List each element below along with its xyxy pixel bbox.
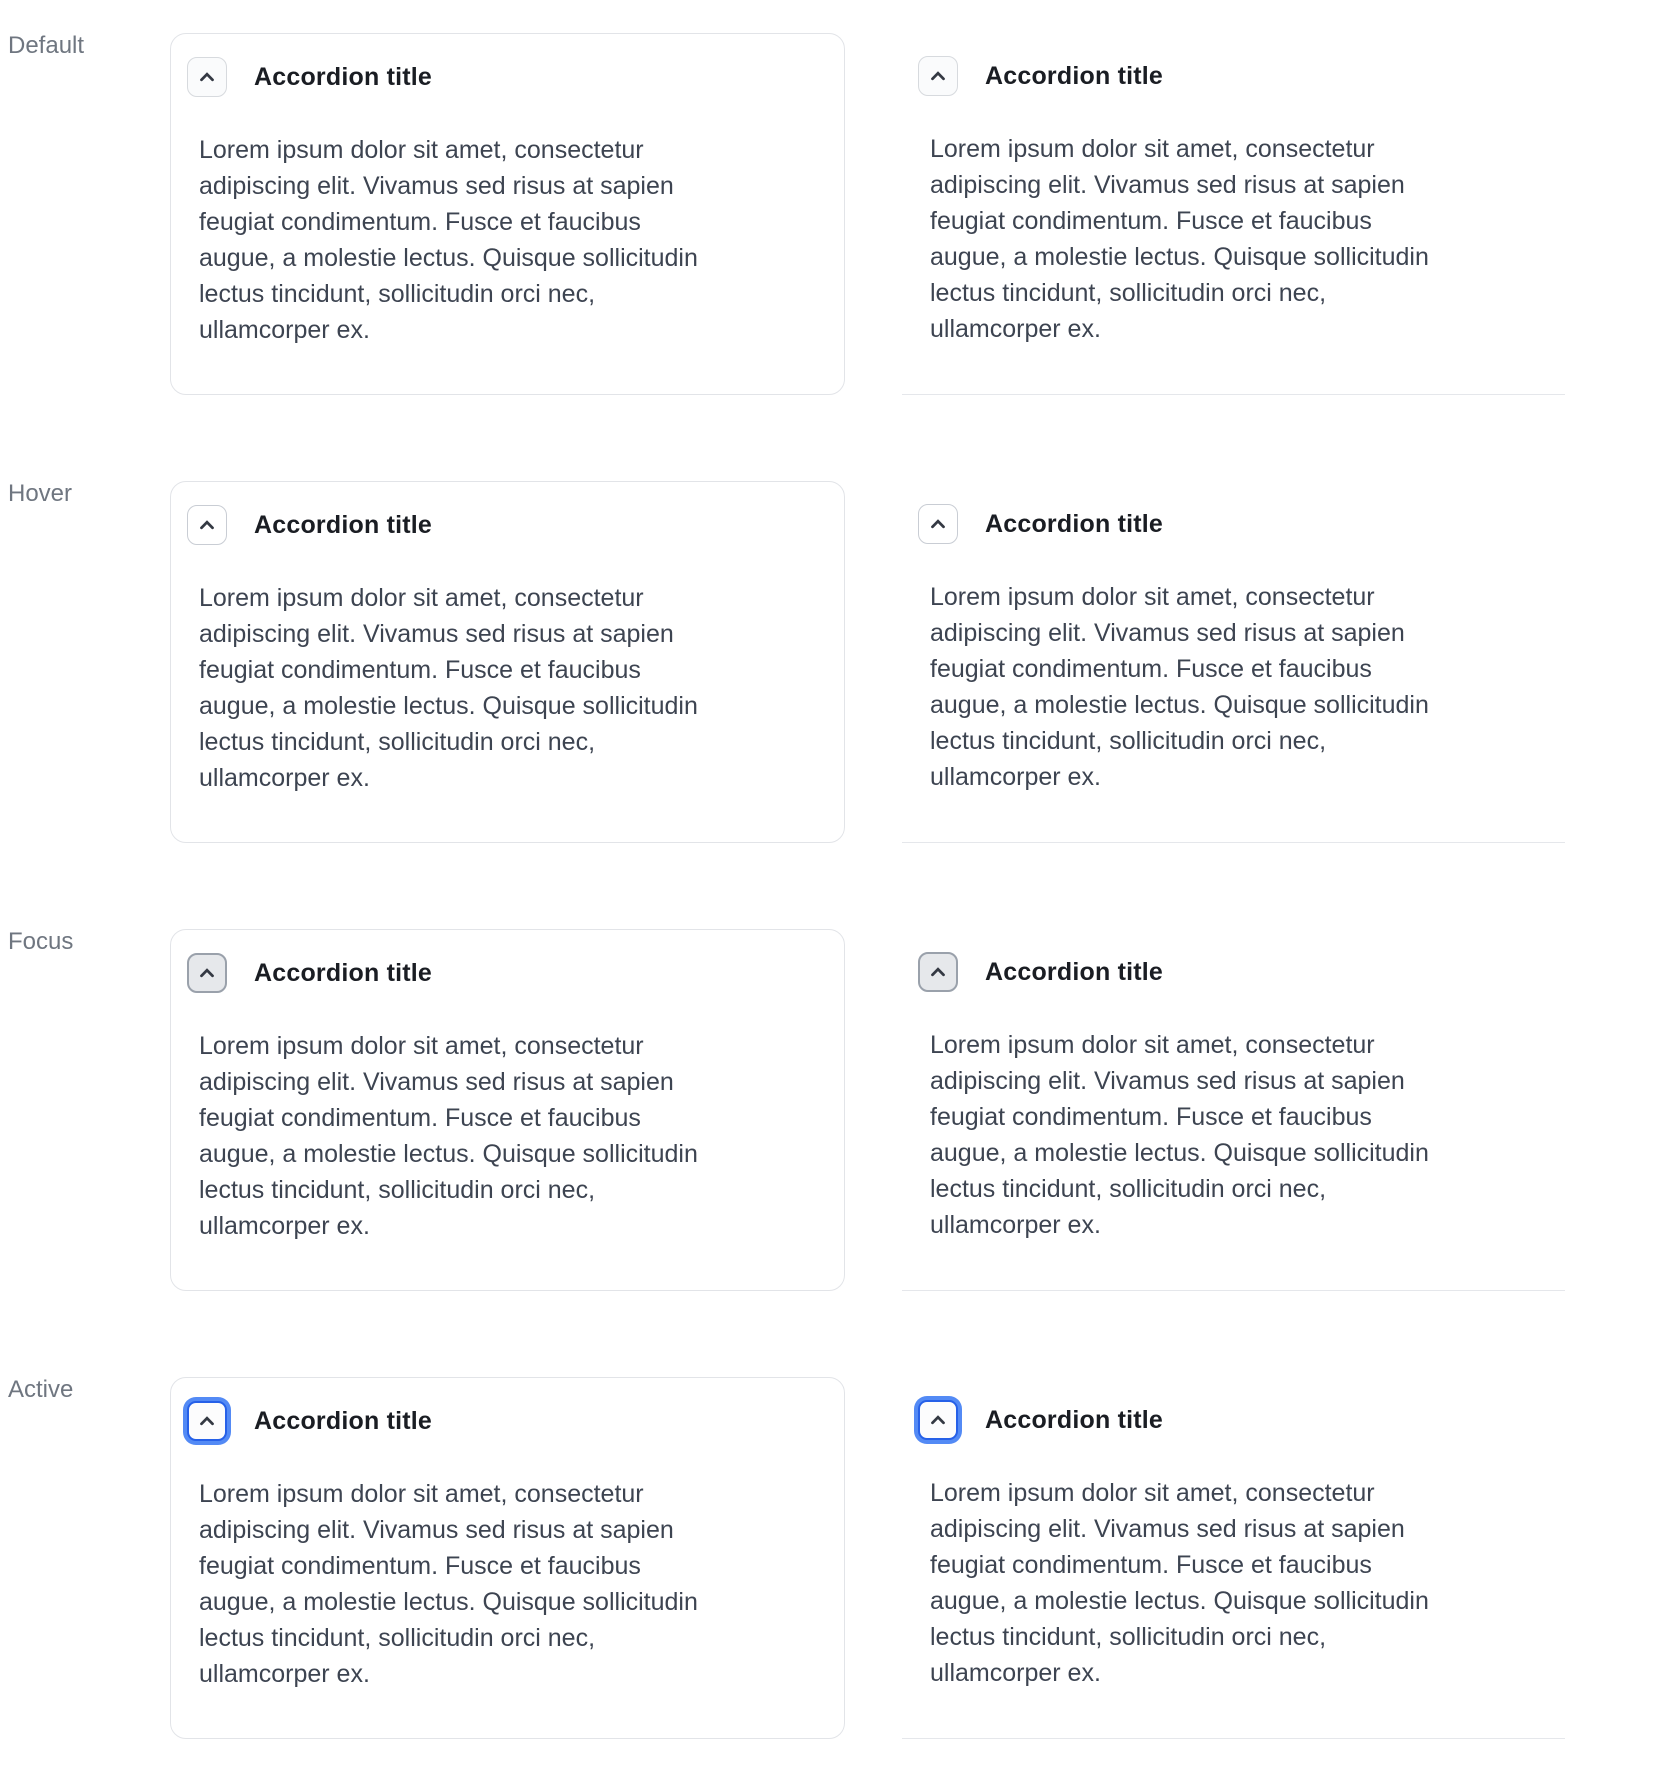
state-row-default [0,33,1672,395]
accordion-header[interactable] [918,1400,1549,1440]
accordion-toggle-button[interactable] [187,953,227,993]
state-label-hover: Hover [8,480,73,507]
state-label-focus: Focus [8,928,74,955]
accordion-flush-default [902,33,1565,395]
accordion-card-default [170,33,845,395]
chevron-up-icon [926,512,950,536]
accordion-body-text: Lorem ipsum dolor sit amet, consectetur adipiscing elit. Vivamus sed risus at sapien feugiat condimentum. Fusce et faucibus augue, a molestie lectus. Quisque sollicitudin lectus tincidunt, sollicitudin orci nec, ullamcorper ex. [199,136,698,344]
accordion-body-text: Lorem ipsum dolor sit amet, consectetur adipiscing elit. Vivamus sed risus at sapien feugiat condimentum. Fusce et faucibus augue, a molestie lectus. Quisque sollicitudin lectus tincidunt, sollicitudin orci nec, ullamcorper ex. [199,584,698,792]
accordion-title: Accordion title [254,958,433,987]
accordion-title: Accordion title [254,1406,433,1435]
accordion-body-text: Lorem ipsum dolor sit amet, consectetur adipiscing elit. Vivamus sed risus at sapien feugiat condimentum. Fusce et faucibus augue, a molestie lectus. Quisque sollicitudin lectus tincidunt, sollicitudin orci nec, ullamcorper ex. [930,1031,1429,1239]
accordion-flush-active [902,1377,1565,1739]
accordion-body-text: Lorem ipsum dolor sit amet, consectetur adipiscing elit. Vivamus sed risus at sapien feugiat condimentum. Fusce et faucibus augue, a molestie lectus. Quisque sollicitudin lectus tincidunt, sollicitudin orci nec, ullamcorper ex. [930,135,1429,343]
chevron-up-icon [926,64,950,88]
accordion-toggle-button[interactable] [918,1400,958,1440]
accordion-title: Accordion title [985,509,1164,538]
state-label-default: Default [8,32,85,59]
accordion-toggle-button[interactable] [187,1401,227,1441]
accordion-flush-focus [902,929,1565,1291]
accordion-card-hover [170,481,845,843]
accordion-title: Accordion title [985,1405,1164,1434]
chevron-up-icon [195,65,219,89]
accordion-header[interactable] [918,56,1549,96]
chevron-up-icon [926,1408,950,1432]
accordion-body-text: Lorem ipsum dolor sit amet, consectetur adipiscing elit. Vivamus sed risus at sapien feugiat condimentum. Fusce et faucibus augue, a molestie lectus. Quisque sollicitudin lectus tincidunt, sollicitudin orci nec, ullamcorper ex. [930,583,1429,791]
accordion-title: Accordion title [254,62,433,91]
accordion-card-active [170,1377,845,1739]
accordion-body-text: Lorem ipsum dolor sit amet, consectetur adipiscing elit. Vivamus sed risus at sapien feugiat condimentum. Fusce et faucibus augue, a molestie lectus. Quisque sollicitudin lectus tincidunt, sollicitudin orci nec, ullamcorper ex. [930,1479,1429,1687]
accordion-title: Accordion title [985,957,1164,986]
state-row-hover [0,481,1672,843]
accordion-flush-hover [902,481,1565,843]
accordion-header[interactable] [187,505,828,545]
chevron-up-icon [195,513,219,537]
accordion-header[interactable] [918,504,1549,544]
accordion-card-focus [170,929,845,1291]
accordion-header[interactable] [918,952,1549,992]
accordion-toggle-button[interactable] [187,57,227,97]
accordion-header[interactable] [187,1401,828,1441]
state-row-focus [0,929,1672,1291]
state-label-active: Active [8,1376,74,1403]
accordion-body-text: Lorem ipsum dolor sit amet, consectetur adipiscing elit. Vivamus sed risus at sapien feugiat condimentum. Fusce et faucibus augue, a molestie lectus. Quisque sollicitudin lectus tincidunt, sollicitudin orci nec, ullamcorper ex. [199,1032,698,1240]
accordion-toggle-button[interactable] [918,952,958,992]
accordion-header[interactable] [187,57,828,97]
accordion-toggle-button[interactable] [187,505,227,545]
accordion-title: Accordion title [985,61,1164,90]
accordion-toggle-button[interactable] [918,56,958,96]
chevron-up-icon [926,960,950,984]
accordion-body-text: Lorem ipsum dolor sit amet, consectetur adipiscing elit. Vivamus sed risus at sapien feugiat condimentum. Fusce et faucibus augue, a molestie lectus. Quisque sollicitudin lectus tincidunt, sollicitudin orci nec, ullamcorper ex. [199,1480,698,1688]
state-row-active [0,1377,1672,1739]
accordion-title: Accordion title [254,510,433,539]
chevron-up-icon [195,961,219,985]
accordion-header[interactable] [187,953,828,993]
accordion-toggle-button[interactable] [918,504,958,544]
chevron-up-icon [195,1409,219,1433]
